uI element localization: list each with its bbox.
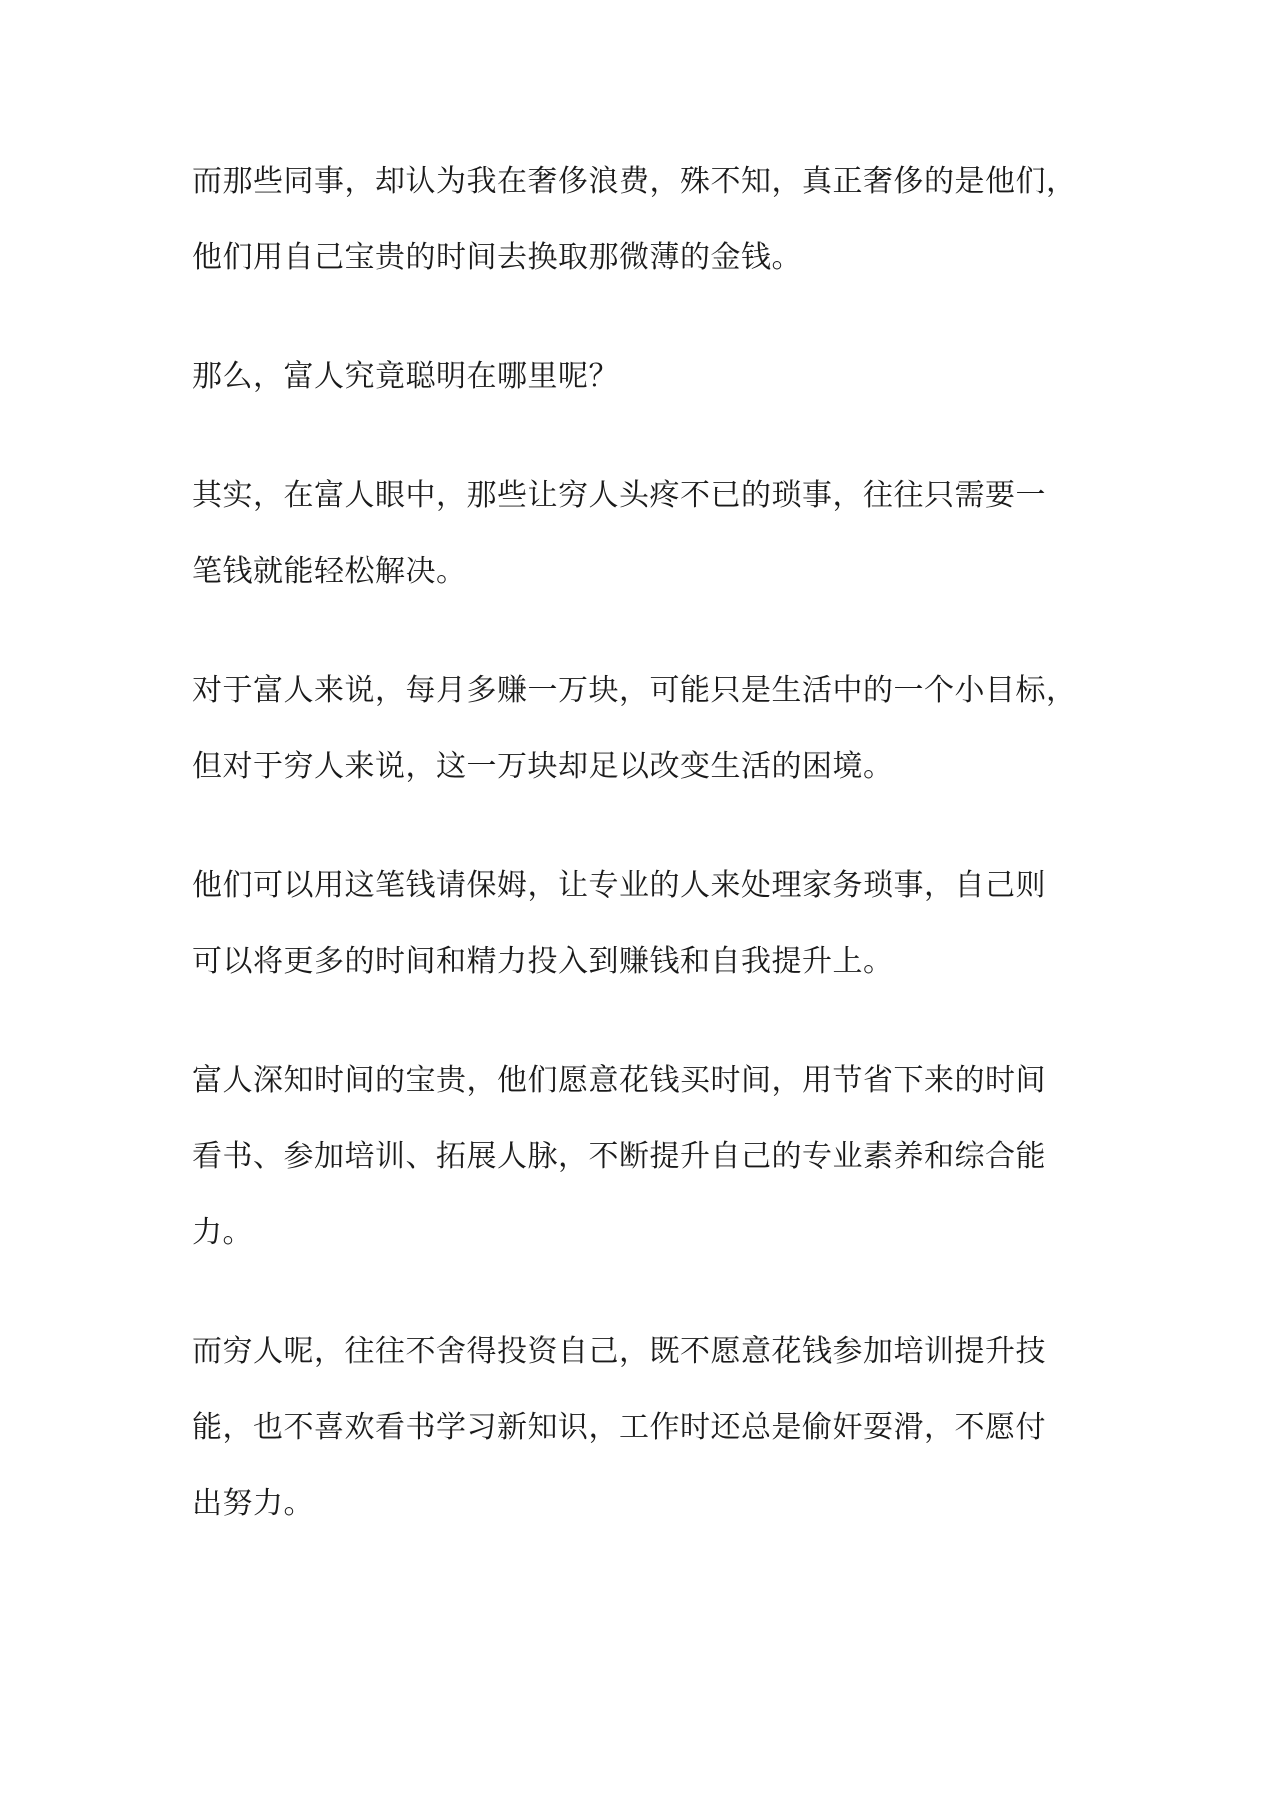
- paragraph-line: 能，也不喜欢看书学习新知识，工作时还总是偷奸耍滑，不愿付: [192, 1410, 1046, 1445]
- paragraph-line: 看书、参加培训、拓展人脉，不断提升自己的专业素养和综合能: [192, 1139, 1046, 1174]
- paragraph-line: 而穷人呢，往往不舍得投资自己，既不愿意花钱参加培训提升技: [192, 1334, 1046, 1369]
- paragraph-line: 他们用自己宝贵的时间去换取那微薄的金钱。: [192, 240, 802, 275]
- paragraph-line: 可以将更多的时间和精力投入到赚钱和自我提升上。: [192, 944, 894, 979]
- paragraph-line: 力。: [192, 1215, 253, 1250]
- paragraph-7: [192, 1314, 1082, 1542]
- paragraph-2: [192, 339, 1082, 415]
- paragraph-line: 而那些同事，却认为我在奢侈浪费，殊不知，真正奢侈的是他们，: [192, 164, 1077, 199]
- paragraph-5: [192, 848, 1082, 1000]
- paragraph-line: 其实，在富人眼中，那些让穷人头疼不已的琐事，往往只需要一: [192, 478, 1046, 513]
- paragraph-1: [192, 144, 1082, 296]
- document-body: [192, 144, 1082, 1585]
- paragraph-3: [192, 458, 1082, 610]
- paragraph-line: 他们可以用这笔钱请保姆，让专业的人来处理家务琐事，自己则: [192, 868, 1046, 903]
- paragraph-line: 那么，富人究竟聪明在哪里呢？: [192, 359, 619, 394]
- paragraph-6: [192, 1043, 1082, 1271]
- paragraph-line: 出努力。: [192, 1486, 314, 1521]
- paragraph-4: [192, 653, 1082, 805]
- paragraph-line: 对于富人来说，每月多赚一万块，可能只是生活中的一个小目标，: [192, 673, 1077, 708]
- paragraph-line: 富人深知时间的宝贵，他们愿意花钱买时间，用节省下来的时间: [192, 1063, 1046, 1098]
- paragraph-line: 笔钱就能轻松解决。: [192, 554, 467, 589]
- paragraph-line: 但对于穷人来说，这一万块却足以改变生活的困境。: [192, 749, 894, 784]
